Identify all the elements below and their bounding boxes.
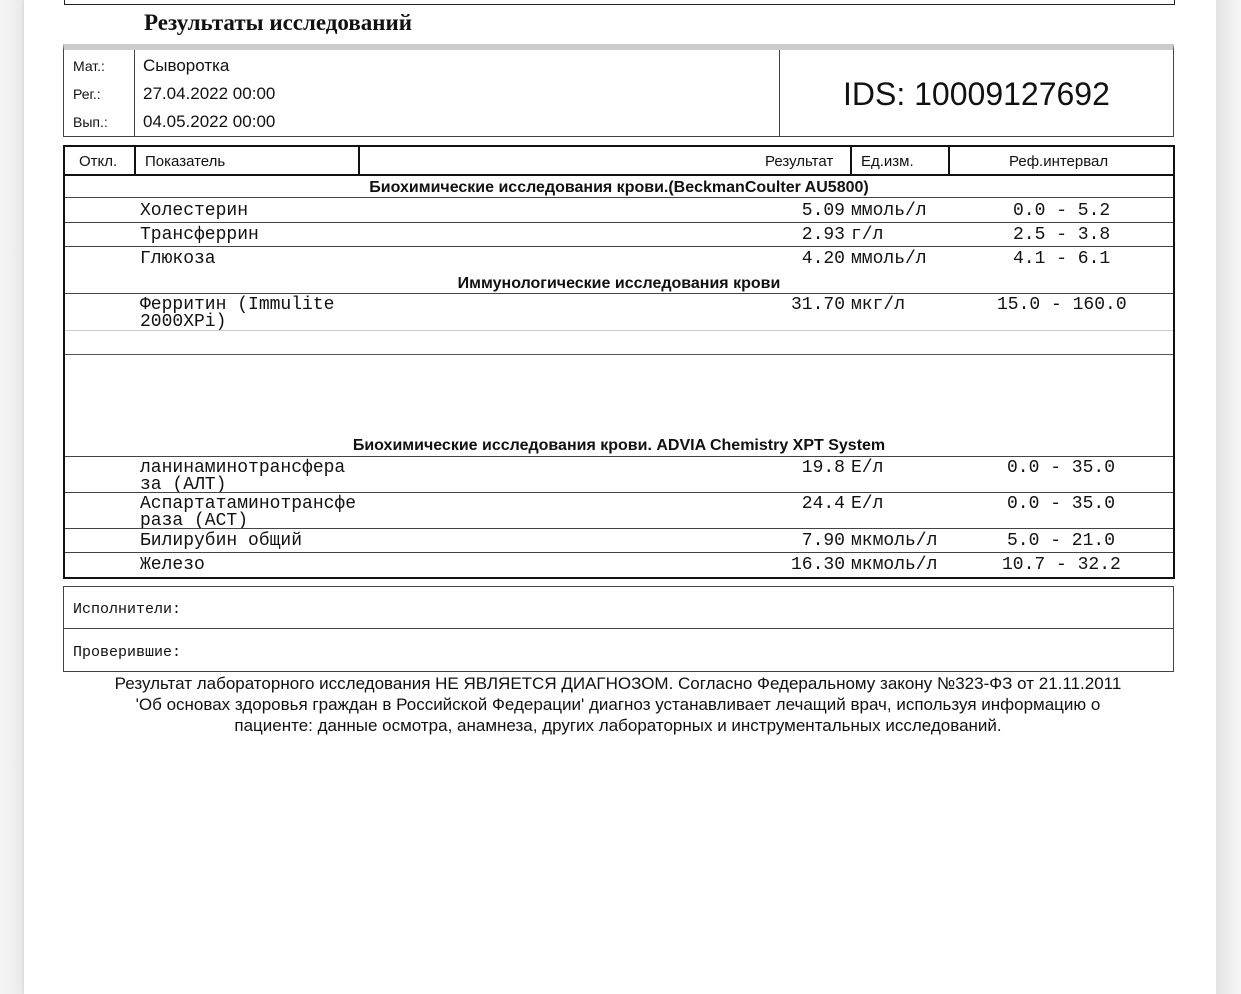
material-label: Мат.: xyxy=(73,58,105,74)
row-divider xyxy=(65,330,1173,331)
signatures-box xyxy=(63,586,1174,672)
result-value: 24.4 xyxy=(801,494,845,514)
unit: г/л xyxy=(851,225,884,245)
ref-interval: 0.0 - 35.0 xyxy=(1007,494,1116,514)
divider xyxy=(850,147,852,174)
indicator-name-continued: раза (АСТ) xyxy=(140,511,249,531)
page-title: Результаты исследований xyxy=(144,10,413,35)
performers-label: Исполнители: xyxy=(73,601,182,618)
unit: мкг/л xyxy=(851,295,906,315)
unit: мкмоль/л xyxy=(851,531,938,551)
indicator-name: Трансферрин xyxy=(140,225,259,245)
unit: ммоль/л xyxy=(851,249,927,269)
row-divider xyxy=(65,197,1173,198)
unit: Е/л xyxy=(851,494,884,514)
checked-label: Проверившие: xyxy=(73,644,182,661)
ref-interval: 0.0 - 5.2 xyxy=(1013,201,1111,221)
indicator-name: Холестерин xyxy=(140,201,249,221)
result-value: 2.93 xyxy=(801,225,845,245)
indicator-name: Железо xyxy=(140,555,205,575)
page-margin-left xyxy=(0,0,24,994)
disclaimer xyxy=(64,673,1172,736)
indicator-name-continued: за (АЛТ) xyxy=(140,475,227,495)
disclaimer-line: 'Об основах здоровья граждан в Российской Федерации' диагноз устанавливает лечащий врач, используя информацию о xyxy=(135,695,1101,714)
divider xyxy=(64,628,1173,629)
row-divider xyxy=(65,528,1173,529)
indicator-name: Глюкоза xyxy=(140,249,216,269)
header-deviation: Откл. xyxy=(79,153,118,170)
row-divider xyxy=(65,246,1173,247)
divider xyxy=(358,147,360,174)
registration-label: Рег.: xyxy=(73,86,101,102)
indicator-name-continued: 2000XPi) xyxy=(140,312,227,332)
page-margin-right xyxy=(1216,0,1241,994)
ref-interval: 10.7 - 32.2 xyxy=(1002,555,1121,575)
divider xyxy=(134,147,136,174)
result-value: 31.70 xyxy=(790,295,845,315)
table-header xyxy=(65,147,1173,176)
ref-interval: 4.1 - 6.1 xyxy=(1013,249,1111,269)
divider xyxy=(134,50,135,136)
sample-info-box xyxy=(63,44,1174,137)
unit: ммоль/л xyxy=(851,201,927,221)
header-indicator: Показатель xyxy=(145,153,226,170)
section-title: Биохимические исследования крови.(BeckmanCoulter AU5800) xyxy=(369,179,869,196)
divider xyxy=(779,50,780,136)
result-value: 7.90 xyxy=(801,531,845,551)
row-divider xyxy=(65,354,1173,355)
row-divider xyxy=(65,552,1173,553)
indicator-name: Ферритин (Immulite xyxy=(140,295,335,315)
ref-interval: 2.5 - 3.8 xyxy=(1013,225,1111,245)
indicator-name: Аспартатаминотрансфе xyxy=(140,494,357,514)
disclaimer-line: пациенте: данные осмотра, анамнеза, других лабораторных и инструментальных исследований. xyxy=(234,716,1002,735)
result-value: 5.09 xyxy=(801,201,845,221)
divider xyxy=(948,147,950,174)
previous-section-border xyxy=(64,0,1175,5)
completed-label: Вып.: xyxy=(73,114,108,130)
header-unit: Ед.изм. xyxy=(861,153,914,170)
ref-interval: 0.0 - 35.0 xyxy=(1007,458,1116,478)
completed-value: 04.05.2022 00:00 xyxy=(143,112,276,131)
header-result: Результат xyxy=(765,153,834,170)
section-title: Биохимические исследования крови. ADVIA Chemistry XPT System xyxy=(352,437,886,454)
disclaimer-line: Результат лабораторного исследования НЕ ЯВЛЯЕТСЯ ДИАГНОЗОМ. Согласно Федеральному закону №323-ФЗ от 21.11.2011 xyxy=(114,674,1122,693)
row-divider xyxy=(65,456,1173,457)
result-value: 4.20 xyxy=(801,249,845,269)
unit: Е/л xyxy=(851,458,884,478)
result-value: 19.8 xyxy=(801,458,845,478)
ref-interval: 15.0 - 160.0 xyxy=(997,295,1127,315)
row-divider xyxy=(65,222,1173,223)
material-value: Сыворотка xyxy=(143,56,230,75)
results-table xyxy=(63,145,1175,579)
indicator-name: ланинаминотрансфера xyxy=(140,458,346,478)
unit: мкмоль/л xyxy=(851,555,938,575)
header-ref-interval: Реф.интервал xyxy=(1009,153,1109,170)
indicator-name: Билирубин общий xyxy=(140,531,303,551)
row-divider xyxy=(65,293,1173,294)
ids-number: IDS: 10009127692 xyxy=(843,76,1110,112)
row-divider xyxy=(65,492,1173,493)
section-title: Иммунологические исследования крови xyxy=(457,275,781,292)
registration-value: 27.04.2022 00:00 xyxy=(143,84,276,103)
ref-interval: 5.0 - 21.0 xyxy=(1007,531,1116,551)
result-value: 16.30 xyxy=(790,555,845,575)
